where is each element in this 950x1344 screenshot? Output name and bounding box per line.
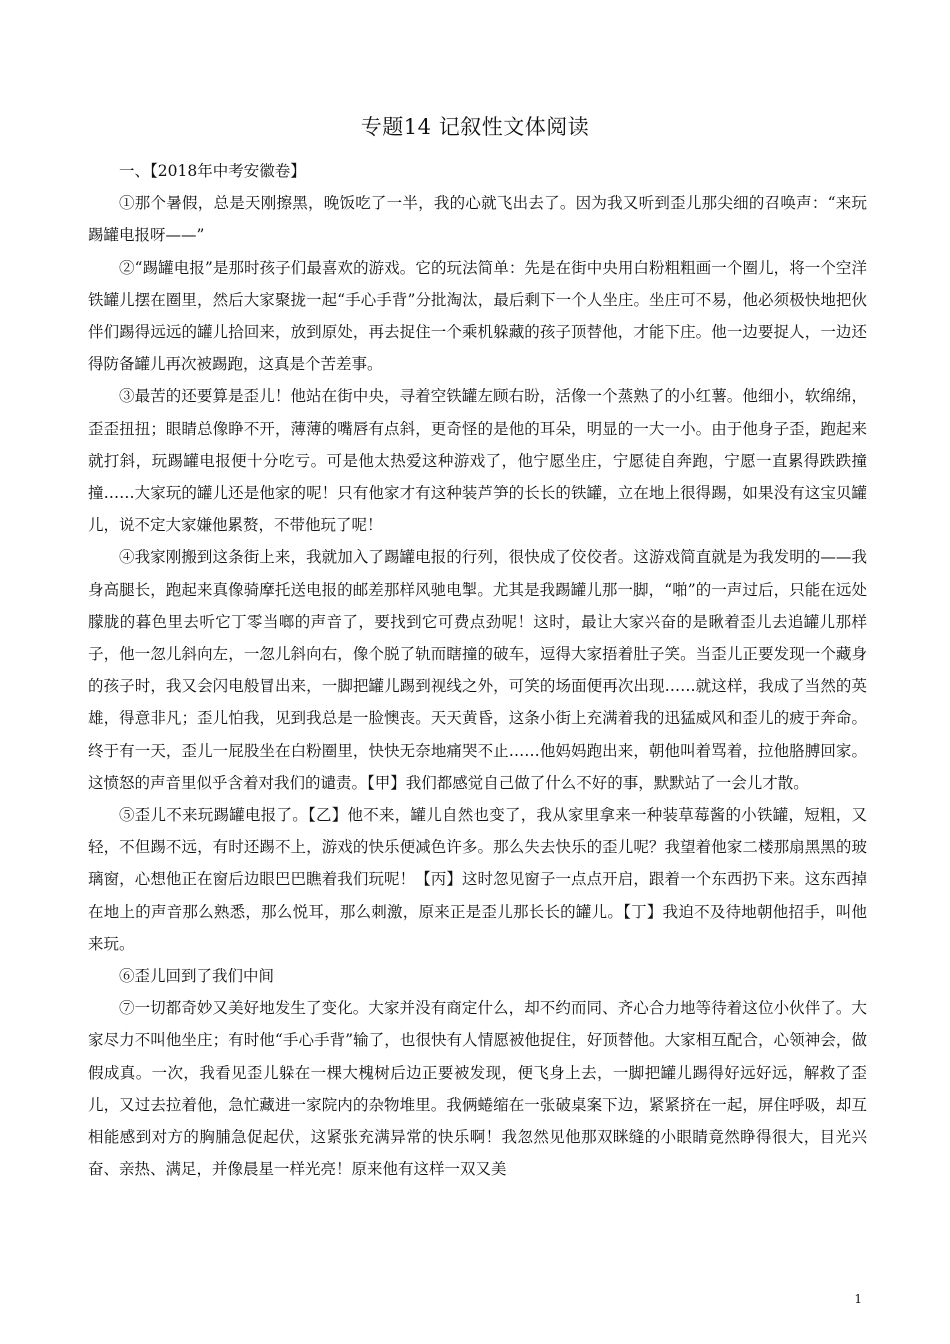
paragraph-4: ④我家刚搬到这条街上来，我就加入了踢罐电报的行列，很快成了佼佼者。这游戏简直就是为我发明的——我身高腿长，跑起来真像骑摩托送电报的邮差那样风驰电掣。尤其是我踢罐儿那一脚，“啪”的一声过后，只能在远处朦胧的暮色里去听它丁零当啷的声音了，要找到它可费点劲呢！这时，最让大家兴奋的是瞅着歪儿去追罐儿那样子，他一忽儿斜向左，一忽儿斜向右，像个脱了轨而瞎撞的破车，逗得大家捂着肚子笑。当歪儿正要发现一个藏身的孩子时，我又会闪电般冒出来，一脚把罐儿踢到视线之外，可笑的场面便再次出现……就这样，我成了当然的英雄，得意非凡；歪儿怕我，见到我总是一脸懊丧。天天黄昏，这条小街上充满着我的迅猛威风和歪儿的疲于奔命。终于有一天，歪儿一屁股坐在白粉圈里，快快无奈地痛哭不止……他妈妈跑出来，朝他叫着骂着，拉他胳膊回家。这愤怒的声音里似乎含着对我们的谴责。【甲】我们都感觉自己做了什么不好的事，默默站了一会儿才散。: [88, 548, 867, 792]
document-body: [88, 155, 867, 1186]
paragraph-7: ⑦一切都奇妙又美好地发生了变化。大家并没有商定什么，却不约而同、齐心合力地等待着这位小伙伴了。大家尽力不叫他坐庄；有时他“手心手背”输了，也很快有人情愿被他捉住，好顶替他。大家相互配合，心领神会，做假成真。一次，我看见歪儿躲在一棵大槐树后边正要被发现，便飞身上去，一脚把罐儿踢得好远好远，解救了歪儿，又过去拉着他，急忙藏进一家院内的杂物堆里。我俩蜷缩在一张破桌案下边，紧紧挤在一起，屏住呼吸，却互相能感到对方的胸脯急促起伏，这紧张充满异常的快乐啊！我忽然见他那双眯缝的小眼睛竟然睁得很大，目光兴奋、亲热、满足，并像晨星一样光亮！原来他有这样一双又美: [88, 999, 867, 1179]
page-number: 1: [854, 1292, 862, 1306]
paragraph-3: ③最苦的还要算是歪儿！他站在街中央，寻着空铁罐左顾右盼，活像一个蒸熟了的小红薯。他细小，软绵绵，歪歪扭扭；眼睛总像睁不开，薄薄的嘴唇有点斜，更奇怪的是他的耳朵，明显的一大一小。由于他身子歪，跑起来就打斜，玩踢罐电报便十分吃亏。可是他太热爱这种游戏了，他宁愿坐庄，宁愿徒自奔跑，宁愿一直累得跌跌撞撞……大家玩的罐儿还是他家的呢！只有他家才有这种装芦笋的长长的铁罐，立在地上很得踢，如果没有这宝贝罐儿，说不定大家嫌他累赘，不带他玩了呢！: [88, 387, 867, 535]
paragraph-6: ⑥歪儿回到了我们中间: [119, 967, 275, 986]
page-title: 专题14 记叙性文体阅读: [360, 115, 590, 139]
paragraph-2: ②“踢罐电报”是那时孩子们最喜欢的游戏。它的玩法简单：先是在街中央用白粉粗粗画一个圈儿，将一个空洋铁罐儿摆在圈里，然后大家聚拢一起“手心手背”分批淘汰，最后剩下一个人坐庄。坐庄可不易，他必须极快地把伙伴们踢得远远的罐儿拾回来，放到原处，再去捉住一个乘机躲藏的孩子顶替他，才能下庄。他一边要捉人，一边还得防备罐儿再次被踢跑，这真是个苦差事。: [88, 258, 867, 374]
paragraph-1: ①那个暑假，总是天刚擦黑，晚饭吃了一半，我的心就飞出去了。因为我又听到歪儿那尖细的召唤声：“来玩踢罐电报呀——”: [88, 194, 867, 245]
paragraph-5: ⑤歪儿不来玩踢罐电报了。【乙】他不来，罐儿自然也变了，我从家里拿来一种装草莓酱的小铁罐，短粗，又轻，不但踢不远，有时还踢不上，游戏的快乐便减色许多。那么失去快乐的歪儿呢？我望着他家二楼那扇黑黑的玻璃窗，心想他正在窗后边眼巴巴瞧着我们玩呢！【丙】这时忽见窗子一点点开启，跟着一个东西扔下来。这东西掉在地上的声音那么熟悉，那么悦耳，那么刺激，原来正是歪儿那长长的罐儿。【丁】我迫不及待地朝他招手，叫他来玩。: [88, 806, 867, 953]
section-heading: 一、【2018年中考安徽卷】: [119, 162, 306, 180]
